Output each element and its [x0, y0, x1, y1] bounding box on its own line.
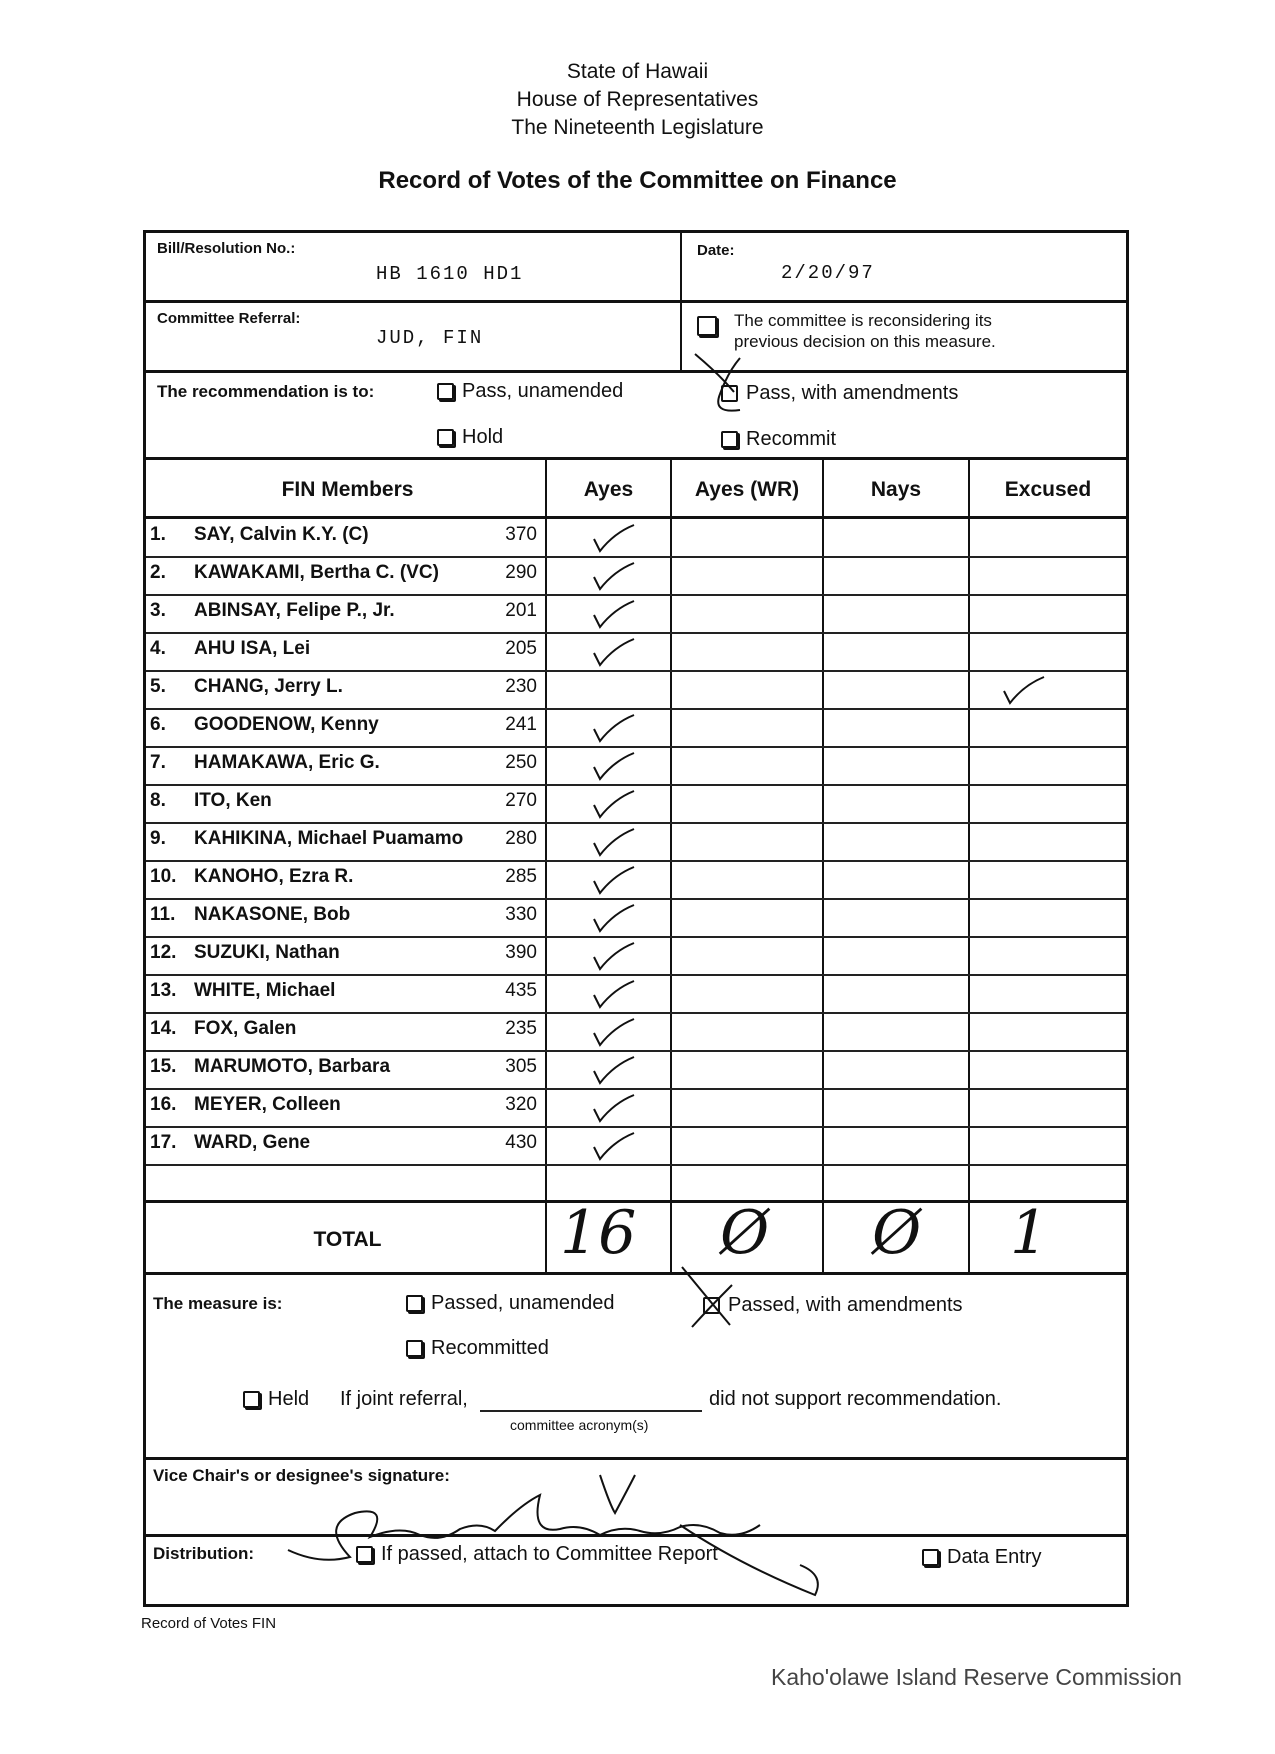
option-recommitted[interactable]: Recommitted: [406, 1337, 549, 1360]
member-number: 3.: [150, 600, 166, 621]
table-row: [150, 595, 537, 632]
date-value: 2/20/97: [781, 262, 875, 284]
total-excused: 1: [1010, 1198, 1049, 1268]
total-label: TOTAL: [313, 1228, 382, 1251]
joint-referral-post: did not support recommendation.: [709, 1388, 1002, 1410]
member-number: 1.: [150, 524, 166, 545]
member-number: 5.: [150, 676, 166, 697]
member-name: SUZUKI, Nathan: [194, 942, 340, 963]
divider: [143, 370, 1129, 373]
member-district: 205: [505, 638, 537, 659]
member-name: CHANG, Jerry L.: [194, 676, 343, 697]
member-district: 230: [505, 676, 537, 697]
table-row: [150, 1089, 537, 1126]
total-divider: [143, 1272, 1129, 1275]
referral-label: Committee Referral:: [157, 310, 301, 327]
option-passed-amendments[interactable]: Passed, with amendments: [703, 1294, 963, 1317]
check-mark-icon: [590, 787, 640, 821]
check-mark-icon: [590, 825, 640, 859]
member-name: ABINSAY, Felipe P., Jr.: [194, 600, 395, 621]
check-mark-icon: [590, 711, 640, 745]
member-district: 290: [505, 562, 537, 583]
member-number: 15.: [150, 1056, 177, 1077]
table-row: [150, 671, 537, 708]
row-line: [146, 1164, 1126, 1166]
table-row: [150, 823, 537, 860]
checkbox-icon: [243, 1391, 260, 1408]
member-name: KAWAKAMI, Bertha C. (VC): [194, 562, 439, 583]
bill-number: HB 1610 HD1: [376, 263, 524, 285]
check-mark-icon: [590, 635, 640, 669]
member-name: FOX, Galen: [194, 1018, 297, 1039]
divider: [143, 1457, 1129, 1460]
member-name: SAY, Calvin K.Y. (C): [194, 524, 369, 545]
option-pass-unamended[interactable]: Pass, unamended: [437, 380, 623, 403]
check-mark-icon: [590, 559, 640, 593]
member-number: 8.: [150, 790, 166, 811]
divider: [680, 230, 682, 372]
check-mark-icon: [590, 1053, 640, 1087]
checkbox-icon: [437, 429, 454, 446]
member-district: 370: [505, 524, 537, 545]
option-pass-amendments[interactable]: Pass, with amendments: [721, 382, 958, 405]
table-row: [150, 861, 537, 898]
watermark: Kaho'olawe Island Reserve Commission: [771, 1664, 1182, 1690]
member-number: 13.: [150, 980, 177, 1001]
checkbox-icon: [356, 1546, 373, 1563]
distribution-label: Distribution:: [153, 1544, 255, 1563]
member-name: HAMAKAWA, Eric G.: [194, 752, 380, 773]
option-recommit[interactable]: Recommit: [721, 428, 836, 451]
member-name: MARUMOTO, Barbara: [194, 1056, 391, 1077]
total-nays: Ø: [872, 1198, 922, 1268]
member-number: 11.: [150, 904, 176, 925]
col-header-members: FIN Members: [281, 478, 414, 501]
member-district: 430: [505, 1132, 537, 1153]
check-mark-icon: [590, 901, 640, 935]
member-district: 305: [505, 1056, 537, 1077]
table-row: [150, 747, 537, 784]
check-mark-icon: [590, 1015, 640, 1049]
member-name: GOODENOW, Kenny: [194, 714, 379, 735]
col-header-ayes-wr: Ayes (WR): [694, 478, 800, 501]
col-divider: [822, 459, 824, 1272]
acronym-caption: committee acronym(s): [510, 1417, 649, 1433]
checkbox-icon: [922, 1549, 939, 1566]
option-committee-report[interactable]: If passed, attach to Committee Report: [356, 1543, 718, 1566]
divider: [143, 300, 1129, 303]
col-header-excused: Excused: [1004, 478, 1092, 501]
handwritten-x-mark: [690, 350, 760, 420]
table-row: [150, 937, 537, 974]
member-district: 241: [505, 714, 537, 735]
check-mark-icon: [590, 1129, 640, 1163]
total-ayes-wr: Ø: [720, 1198, 770, 1268]
member-number: 14.: [150, 1018, 177, 1039]
page-title: Record of Votes of the Committee on Finance: [378, 167, 897, 194]
table-row: [150, 519, 537, 556]
member-number: 10.: [150, 866, 177, 887]
member-number: 9.: [150, 828, 166, 849]
member-name: KANOHO, Ezra R.: [194, 866, 354, 887]
col-header-ayes: Ayes: [583, 478, 634, 501]
check-mark-icon: [590, 521, 640, 555]
member-district: 285: [505, 866, 537, 887]
acronym-blank[interactable]: [480, 1410, 702, 1412]
member-district: 320: [505, 1094, 537, 1115]
member-number: 6.: [150, 714, 166, 735]
member-name: MEYER, Colleen: [194, 1094, 341, 1115]
divider: [143, 457, 1129, 460]
member-name: KAHIKINA, Michael Puamamo: [194, 828, 464, 849]
col-header-nays: Nays: [870, 478, 922, 501]
option-data-entry[interactable]: Data Entry: [922, 1546, 1041, 1569]
header-house: House of Representatives: [516, 88, 759, 111]
referral-value: JUD, FIN: [376, 327, 484, 349]
check-mark-icon: [1000, 673, 1050, 707]
member-number: 17.: [150, 1132, 177, 1153]
measure-label: The measure is:: [153, 1294, 283, 1313]
check-mark-icon: [590, 939, 640, 973]
checkbox-icon: [406, 1295, 423, 1312]
member-number: 16.: [150, 1094, 177, 1115]
check-mark-icon: [590, 977, 640, 1011]
check-mark-icon: [590, 1091, 640, 1125]
member-number: 7.: [150, 752, 166, 773]
member-district: 235: [505, 1018, 537, 1039]
member-district: 435: [505, 980, 537, 1001]
table-row: [150, 1013, 537, 1050]
reconsider-text: The committee is reconsidering its previous decision on this measure.: [734, 311, 996, 351]
member-district: 280: [505, 828, 537, 849]
member-name: WARD, Gene: [194, 1132, 311, 1153]
table-row: [150, 975, 537, 1012]
member-district: 201: [505, 600, 537, 621]
member-name: ITO, Ken: [194, 790, 272, 811]
option-passed-unamended[interactable]: Passed, unamended: [406, 1292, 614, 1315]
recommendation-label: The recommendation is to:: [157, 382, 375, 401]
member-name: AHU ISA, Lei: [194, 638, 311, 659]
total-ayes: 16: [560, 1198, 637, 1268]
table-row: [150, 633, 537, 670]
member-district: 390: [505, 942, 537, 963]
table-row: [150, 785, 537, 822]
table-row: [150, 899, 537, 936]
member-district: 250: [505, 752, 537, 773]
date-label: Date:: [697, 242, 735, 259]
check-mark-icon: [590, 749, 640, 783]
member-number: 12.: [150, 942, 177, 963]
table-row: [150, 557, 537, 594]
member-name: WHITE, Michael: [194, 980, 336, 1001]
bill-label: Bill/Resolution No.:: [157, 240, 296, 257]
table-row: [150, 709, 537, 746]
member-name: NAKASONE, Bob: [194, 904, 351, 925]
checkbox-icon: [437, 383, 454, 400]
member-district: 270: [505, 790, 537, 811]
col-divider: [670, 459, 672, 1272]
member-number: 4.: [150, 638, 166, 659]
option-held[interactable]: Held: [243, 1388, 309, 1411]
signature-image: [280, 1465, 840, 1605]
table-row: [150, 1051, 537, 1088]
checkbox-icon: [406, 1340, 423, 1357]
member-district: 330: [505, 904, 537, 925]
col-divider: [545, 459, 547, 1272]
checkbox-icon: [721, 431, 738, 448]
signature-label: Vice Chair's or designee's signature:: [153, 1466, 450, 1485]
form-name: Record of Votes FIN: [141, 1615, 277, 1632]
option-hold[interactable]: Hold: [437, 426, 503, 449]
reconsider-checkbox[interactable]: [697, 316, 725, 341]
header-legislature: The Nineteenth Legislature: [511, 116, 764, 139]
handwritten-x-mark: [680, 1265, 750, 1335]
header-state: State of Hawaii: [566, 60, 709, 83]
member-number: 2.: [150, 562, 166, 583]
check-mark-icon: [590, 597, 640, 631]
joint-referral-pre: If joint referral,: [340, 1388, 468, 1410]
col-divider: [968, 459, 970, 1272]
check-mark-icon: [590, 863, 640, 897]
table-row: [150, 1127, 537, 1164]
